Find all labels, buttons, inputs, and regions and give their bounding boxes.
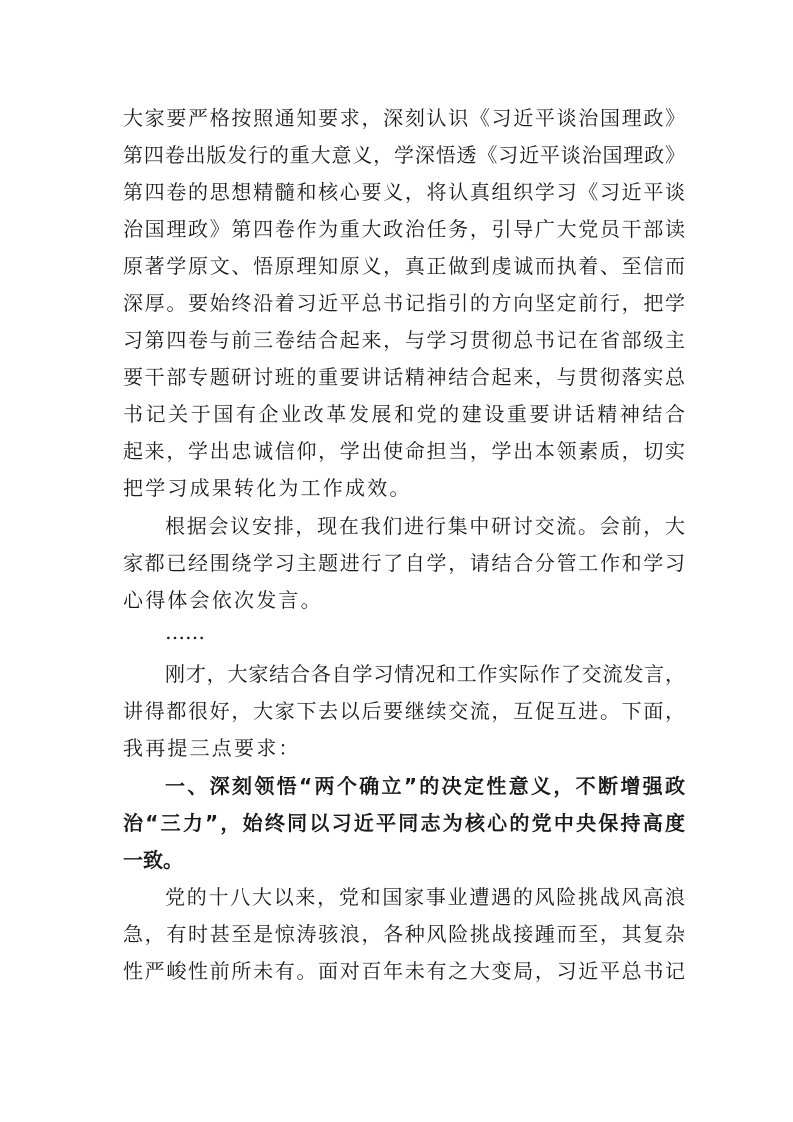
ellipsis-line: …… xyxy=(165,620,205,644)
text-line: 治国理政》第四卷作为重大政治任务，引导广大党员干部读 xyxy=(123,217,685,241)
section-heading-line: 一、深刻领悟“两个确立”的决定性意义，不断增强政 xyxy=(165,774,685,798)
text-line: 要干部专题研讨班的重要讲话精神结合起来，与贯彻落实总 xyxy=(123,365,685,389)
text-line: 刚才，大家结合各自学习情况和工作实际作了交流发言， xyxy=(165,662,685,686)
section-heading-line: 治“三力”，始终同以习近平同志为核心的党中央保持高度 xyxy=(123,811,685,835)
text-line: 第四卷出版发行的重大意义，学深悟透《习近平谈治国理政》 xyxy=(123,143,685,167)
text-line: 原著学原文、悟原理知原义，真正做到虔诚而执着、至信而 xyxy=(123,254,685,278)
text-line: 急，有时甚至是惊涛骇浪，各种风险挑战接踵而至，其复杂 xyxy=(123,922,685,946)
text-line: 党的十八大以来，党和国家事业遭遇的风险挑战风高浪 xyxy=(165,885,685,909)
text-line: 我再提三点要求： xyxy=(123,736,301,760)
text-line: 深厚。要始终沿着习近平总书记指引的方向坚定前行，把学 xyxy=(123,291,685,315)
text-line: 大家要严格按照通知要求，深刻认识《习近平谈治国理政》 xyxy=(123,106,685,130)
text-line: 讲得都很好，大家下去以后要继续交流，互促互进。下面， xyxy=(123,699,685,723)
text-line: 性严峻性前所未有。面对百年未有之大变局，习近平总书记 xyxy=(123,959,685,983)
section-heading-line: 一致。 xyxy=(123,848,183,872)
text-line: 心得体会依次发言。 xyxy=(123,588,323,612)
text-line: 书记关于国有企业改革发展和党的建设重要讲话精神结合 xyxy=(123,402,685,426)
text-line: 根据会议安排，现在我们进行集中研讨交流。会前，大 xyxy=(165,514,685,538)
text-line: 起来，学出忠诚信仰，学出使命担当，学出本领素质，切实 xyxy=(123,439,685,463)
text-line: 习第四卷与前三卷结合起来，与学习贯彻总书记在省部级主 xyxy=(123,328,685,352)
text-line: 把学习成果转化为工作成效。 xyxy=(123,476,412,500)
text-line: 家都已经围绕学习主题进行了自学，请结合分管工作和学习 xyxy=(123,551,685,575)
text-line: 第四卷的思想精髓和核心要义，将认真组织学习《习近平谈 xyxy=(123,180,685,204)
